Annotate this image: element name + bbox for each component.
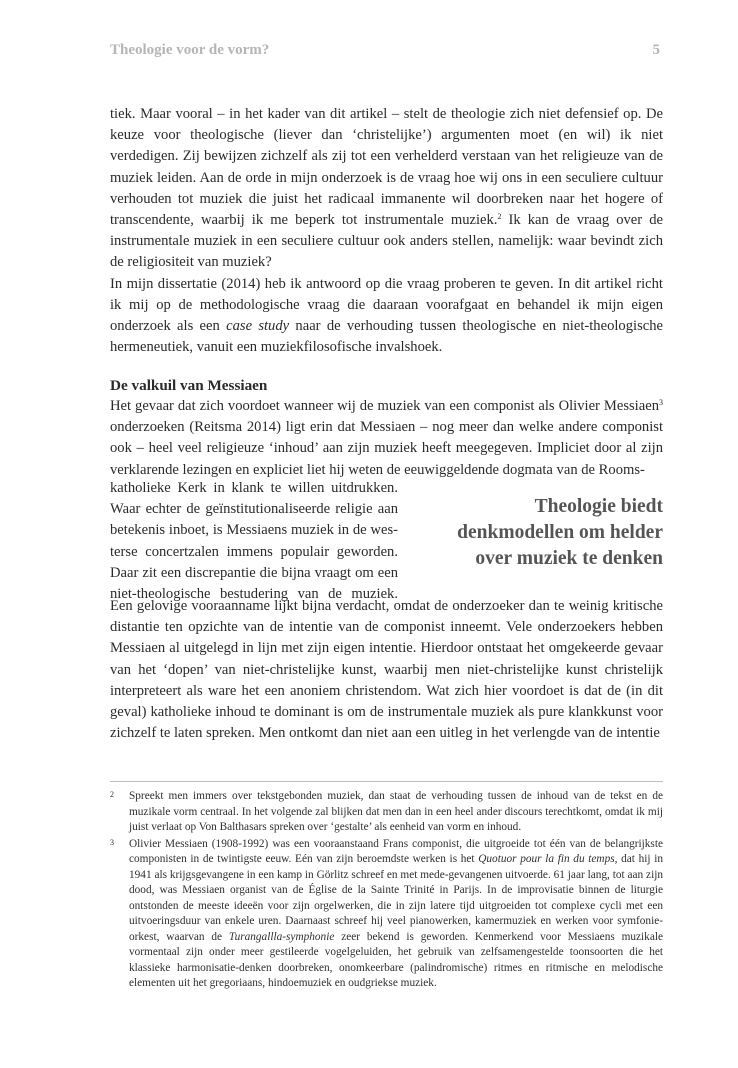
footnote-number: 3 — [110, 837, 114, 847]
wrapped-line: terse concertzalen immens populair geworden. — [110, 543, 398, 560]
intro-p1-text-a: tiek. Maar vooral – in het kader van dit artikel – stelt de theologie zich niet defensief op. De keuze voor theologische (liever dan ‘christelijke’) argumenten moet (en wil) ik niet verdedigen. Zij bewijzen zichzelf als zij tot een verhelderd verstaan van het religieuze van de muziek leiden. Aan de orde in mijn onderzoek is de vraag hoe wij ons in een seculiere cultuur verhouden tot muziek die juist het radicaal immanente wil doorbreken naar het hogere of transcendente, waarbij ik me beperk tot instrumentale muziek. — [110, 106, 663, 229]
running-head — [110, 42, 660, 64]
footnote-number: 2 — [110, 790, 114, 799]
footnote-ref-3[interactable]: 3 — [659, 398, 663, 407]
footnote-text: Spreekt men immers over tekstgebonden muziek, dan staat de verhouding tussen de inhoud van de tekst en de muzikale vorm centraal. In het volgende zal blijken dat men dan in een heel ander discours terechtkomt, omdat ik mij juist verlaat op Von Balthasars spreken over ‘gestalte’ als eenheid van vorm en inhoud. — [129, 790, 663, 833]
wrapped-line: niet-theologische bestudering van de muziek. — [110, 586, 398, 603]
footnote-text-a: Olivier Messiaen (1908-1992) was een vooraanstaand Frans componist, die uitgroeide tot één van de belangrijkste componisten in de twintigste eeuw. Eén van zijn beroemdste werken is het — [129, 837, 663, 865]
intro-paragraph-2 — [110, 274, 663, 359]
footnote-3 — [110, 837, 663, 992]
footnote-emphasis-a: Quotuor pour la fin du temps — [478, 853, 615, 865]
section-continuation — [110, 596, 663, 744]
footnote-divider — [110, 781, 663, 782]
wrapped-line: katholieke Kerk in klank te willen uitdrukken. — [110, 480, 398, 496]
footnote-emphasis-b: Turangallla-symphonie — [228, 930, 335, 943]
intro-p2-emphasis: case study — [226, 318, 290, 335]
intro-text — [110, 104, 663, 358]
intro-p1-text-b: Ik kan de vraag over de instrumentale muziek in een seculiere cultuur ook anders stellen, namelijk: waar bevindt zich de religiositeit van muziek? — [110, 212, 663, 271]
page-number: 5 — [652, 42, 660, 58]
footnote-text-c: zeer bekend is geworden. Kenmerkend voor Messiaens muzikale vormentaal zijn onder meer gestileerde vogelgeluiden, het gebruik van zelfsamengestelde toonsoorten die het klassieke harmonisatie-denken doorbreken, onomkeerbare (palindromische) ritmes en ritmische en melodische elementen uit het gregoriaans, hindoemuziek en oudgriekse muziek. — [129, 930, 663, 989]
footnotes — [110, 789, 663, 993]
intro-p2-text-b: naar de verhouding tussen theologische en niet-theologische hermeneutiek, vanuit een muziekfilosofische invalshoek. — [110, 318, 664, 356]
section-p1-text-a: Het gevaar dat zich voordoet wanneer wij de muziek van een componist als Olivier Messiaen — [110, 398, 659, 414]
intro-p2-text-a: In mijn dissertatie (2014) heb ik antwoord op die vraag proberen te geven. In dit artikel richt ik mij op de methodologische vraag die daaraan voorafgaat en behandel ik mijn eigen onderzoek als een — [110, 275, 663, 335]
running-title: Theologie voor de vorm? — [110, 42, 270, 58]
intro-paragraph-1 — [110, 104, 663, 274]
section-paragraph-2: Een gelovige vooraanname lijkt bijna verdacht, omdat de onderzoeker dan te weinig kritische distantie ten opzichte van de intentie van de componist inneemt. Vele onderzoekers hebben Messiaen al uitgelegd in lijn met zijn eigen intentie. Hierdoor ontstaat het omgekeerde gevaar van het ‘dopen’ van niet-christelijke kunst, waarbij men niet-christelijke kunst christelijk interpreteert als ware het een anoniem christendom. Wat zich hier voordoet is dat de (in dit geval) katholieke inhoud te dominant is om de instrumentale muziek als pure klankkunst voor zichzelf te laten spreken. Men ontkomt dan niet aan een uitleg in het verlengde van de intentie — [110, 598, 663, 742]
footnote-ref-2[interactable]: 2 — [497, 212, 502, 222]
footnote-text-b: , dat hij in 1941 als krijgsgevangene in een kamp in Görlitz schreef en met mede-gevangenen uitvoerde. 61 jaar lang, tot aan zijn dood, was Messiaen organist van de Église de la Sainte Trinité in Parijs. In de improvisatie binnen de liturgie ontstonden de meeste ideeën voor zijn orgelwerken, die in zijn latere tijd uitgroeiden tot complexe cycli met een uitvoeringsduur van enkele uren. Daarnaast schreef hij veel pianowerken, kamermuziek en werken voor symfonie-orkest, waarvan de — [129, 853, 663, 943]
pull-quote: Theologie biedt denkmodellen om helder over muziek te denken — [457, 496, 663, 569]
section-p1-text-b: onderzoeken (Reitsma 2014) ligt erin dat Messiaen – nog meer dan welke andere componist ook – heel veel religieuze ‘inhoud’ aan zijn muziek heeft meegegeven. Impliciet door al zijn verklarende lezingen en expliciet liet hij weten de eeuwiggeldende dogmata van de Rooms- — [110, 419, 663, 478]
wrapped-line: betekenis inboet, is Messiaens muziek in de wes- — [110, 522, 398, 539]
footnote-2 — [110, 789, 663, 836]
section-messiaen — [110, 375, 663, 481]
section-paragraph-1 — [110, 396, 663, 481]
wrapped-line: Waar echter de geïnstitutionaliseerde religie aan — [110, 501, 398, 518]
wrapped-line: Daar zit een discrepantie die bijna vraagt om een — [110, 564, 398, 581]
wrapped-text-column — [110, 478, 398, 605]
section-heading: De valkuil van Messiaen — [110, 377, 268, 394]
